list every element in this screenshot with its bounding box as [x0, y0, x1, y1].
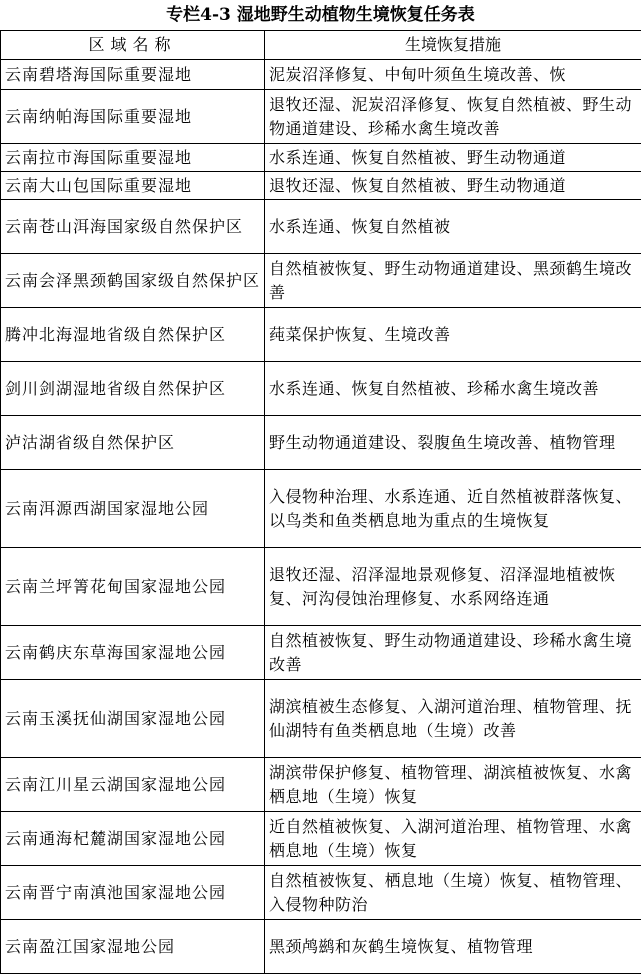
- area-name-cell: 云南通海杞麓湖国家湿地公园: [1, 812, 265, 866]
- restoration-measures-cell: 野生动物通道建设、裂腹鱼生境改善、植物管理: [265, 416, 641, 470]
- restoration-measures-cell: 水系连通、恢复自然植被、珍稀水禽生境改善: [265, 362, 641, 416]
- table-row: [1, 866, 641, 920]
- column-header-area-name: 区域名称: [1, 31, 265, 60]
- restoration-measures-cell: 湖滨带保护修复、植物管理、湖滨植被恢复、水禽栖息地（生境）恢复: [265, 758, 641, 812]
- restoration-measures-cell: 黑颈鸬鹚和灰鹤生境恢复、植物管理: [265, 920, 641, 974]
- area-name-cell: 云南苍山洱海国家级自然保护区: [1, 200, 265, 254]
- restoration-measures-cell: 入侵物种治理、水系连通、近自然植被群落恢复、以鸟类和鱼类栖息地为重点的生境恢复: [265, 470, 641, 548]
- restoration-measures-cell: 泥炭沼泽修复、中甸叶须鱼生境改善、恢: [265, 60, 641, 90]
- table-row: [1, 416, 641, 470]
- table-row: [1, 362, 641, 416]
- restoration-measures-cell: 退牧还湿、泥炭沼泽修复、恢复自然植被、野生动物通道建设、珍稀水禽生境改善: [265, 90, 641, 144]
- table-row: [1, 254, 641, 308]
- restoration-measures-cell: 自然植被恢复、野生动物通道建设、珍稀水禽生境改善: [265, 626, 641, 680]
- table-body: [1, 60, 641, 974]
- header-row: [1, 31, 641, 60]
- restoration-measures-cell: 湖滨植被生态修复、入湖河道治理、植物管理、抚仙湖特有鱼类栖息地（生境）改善: [265, 680, 641, 758]
- restoration-measures-cell: 水系连通、恢复自然植被、野生动物通道: [265, 144, 641, 172]
- table-row: [1, 920, 641, 974]
- restoration-measures-cell: 退牧还湿、恢复自然植被、野生动物通道: [265, 172, 641, 200]
- area-name-cell: 云南大山包国际重要湿地: [1, 172, 265, 200]
- area-name-cell: 云南鹤庆东草海国家湿地公园: [1, 626, 265, 680]
- area-name-cell: 云南会泽黑颈鹤国家级自然保护区: [1, 254, 265, 308]
- table-row: [1, 90, 641, 144]
- table-row: [1, 548, 641, 626]
- area-name-cell: 云南玉溪抚仙湖国家湿地公园: [1, 680, 265, 758]
- table-row: [1, 308, 641, 362]
- habitat-restoration-table: [0, 30, 641, 974]
- area-name-cell: 云南洱源西湖国家湿地公园: [1, 470, 265, 548]
- restoration-measures-cell: 自然植被恢复、栖息地（生境）恢复、植物管理、入侵物种防治: [265, 866, 641, 920]
- table-row: [1, 812, 641, 866]
- restoration-measures-cell: 莼菜保护恢复、生境改善: [265, 308, 641, 362]
- table-row: [1, 60, 641, 90]
- area-name-cell: 云南兰坪箐花甸国家湿地公园: [1, 548, 265, 626]
- table-row: [1, 200, 641, 254]
- table-title: 专栏4-3 湿地野生动植物生境恢复任务表: [0, 0, 641, 30]
- table-row: [1, 144, 641, 172]
- table-row: [1, 470, 641, 548]
- area-name-cell: 泸沽湖省级自然保护区: [1, 416, 265, 470]
- table-row: [1, 758, 641, 812]
- area-name-cell: 云南碧塔海国际重要湿地: [1, 60, 265, 90]
- column-header-measures: 生境恢复措施: [265, 31, 641, 60]
- table-row: [1, 680, 641, 758]
- area-name-cell: 云南晋宁南滇池国家湿地公园: [1, 866, 265, 920]
- restoration-measures-cell: 近自然植被恢复、入湖河道治理、植物管理、水禽栖息地（生境）恢复: [265, 812, 641, 866]
- restoration-measures-cell: 水系连通、恢复自然植被: [265, 200, 641, 254]
- area-name-cell: 剑川剑湖湿地省级自然保护区: [1, 362, 265, 416]
- table-row: [1, 172, 641, 200]
- area-name-cell: 云南盈江国家湿地公园: [1, 920, 265, 974]
- area-name-cell: 云南拉市海国际重要湿地: [1, 144, 265, 172]
- table-row: [1, 626, 641, 680]
- area-name-cell: 云南纳帕海国际重要湿地: [1, 90, 265, 144]
- area-name-cell: 腾冲北海湿地省级自然保护区: [1, 308, 265, 362]
- restoration-measures-cell: 自然植被恢复、野生动物通道建设、黑颈鹤生境改善: [265, 254, 641, 308]
- area-name-cell: 云南江川星云湖国家湿地公园: [1, 758, 265, 812]
- restoration-measures-cell: 退牧还湿、沼泽湿地景观修复、沼泽湿地植被恢复、河沟侵蚀治理修复、水系网络连通: [265, 548, 641, 626]
